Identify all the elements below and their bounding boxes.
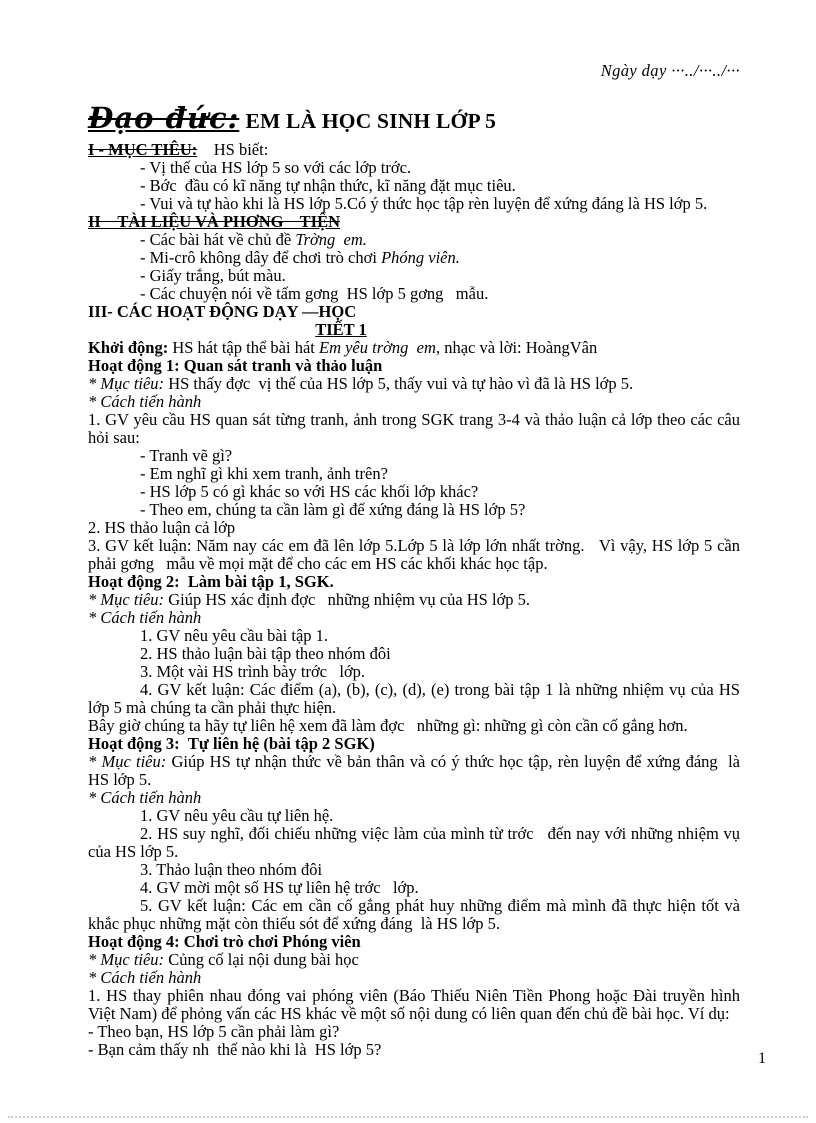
- text-run: * Mục tiêu:: [88, 590, 165, 609]
- tiet-heading: [88, 321, 740, 339]
- text-run: Phóng viên.: [381, 248, 460, 267]
- text-run: Củng cố lại nội dung bài học: [164, 950, 359, 969]
- cach-tien-hanh-line: [88, 789, 740, 807]
- text-run: 1. GV yêu cầu HS quan sát từng tranh, ảnh trong SGK trang 3-4 và thảo luận cả lớp theo các câu hỏi sau:: [88, 410, 740, 447]
- text-run: Hoạt động 3: Tự liên hệ (bài tập 2 SGK): [88, 734, 375, 753]
- activity-heading-1: [88, 357, 740, 375]
- text-run: 3. Thảo luận theo nhóm đôi: [140, 860, 323, 879]
- text-run: Em yêu trờng em: [318, 338, 436, 357]
- list-item: [88, 501, 740, 519]
- text-run: - Vị thế của HS lớp 5 so với các lớp trớc.: [140, 158, 412, 177]
- text-run: EM LÀ HỌC SINH LỚP 5: [245, 109, 497, 133]
- text-run: * Mục tiêu:: [88, 752, 167, 771]
- text-run: * Cách tiến hành: [88, 968, 202, 987]
- page-number: 1: [758, 1050, 766, 1067]
- text-run: 1. GV nêu yêu cầu tự liên hệ.: [140, 806, 334, 825]
- list-item: [88, 465, 740, 483]
- activity-heading-2: [88, 573, 740, 591]
- text-run: 2. HS thảo luận cả lớp: [88, 518, 236, 537]
- text-run: * Cách tiến hành: [88, 788, 202, 807]
- text-run: 2. HS thảo luận bài tập theo nhóm đôi: [140, 644, 391, 663]
- paragraph: [88, 987, 740, 1023]
- text-run: - Mi-crô không dây để chơi trò chơi: [140, 248, 382, 267]
- text-run: Giúp HS tự nhận thức về bản thân và có ý thức học tập, rèn luyện để xứng đáng là HS lớp 5.: [88, 752, 740, 789]
- paragraph: [88, 411, 740, 447]
- text-run: - Vui và tự hào khi là HS lớp 5.Có ý thức học tập rèn luyện để xứng đáng là HS lớp 5.: [140, 194, 708, 213]
- text-run: 2. HS suy nghĩ, đối chiếu những việc làm của mình từ trớc đến nay với những nhiệm vụ của HS lớp 5.: [88, 824, 740, 861]
- paragraph: [88, 537, 740, 573]
- text-run: Hoạt động 2: Làm bài tập 1, SGK.: [88, 572, 334, 591]
- text-run: - Bạn cảm thấy nh thế nào khi là HS lớp 5?: [88, 1040, 382, 1059]
- numbered-item: [88, 825, 740, 861]
- activity-heading-4: [88, 933, 740, 951]
- numbered-item: [88, 663, 740, 681]
- section-heading-hoat-dong: [88, 303, 740, 321]
- text-run: * Mục tiêu:: [88, 950, 165, 969]
- muc-tieu-line: [88, 591, 740, 609]
- text-run: * Cách tiến hành: [88, 392, 202, 411]
- list-item: [88, 249, 740, 267]
- text-run: - Các chuyện nói về tấm gơng HS lớp 5 gơng mẫu.: [140, 284, 489, 303]
- activity-heading-3: [88, 735, 740, 753]
- text-run: - Theo bạn, HS lớp 5 cần phải làm gì?: [88, 1022, 340, 1041]
- list-item: [88, 285, 740, 303]
- list-item: [88, 195, 740, 213]
- text-run: Đạo đức:: [88, 101, 240, 135]
- muc-tieu-line: [88, 753, 740, 789]
- question-item: [88, 1023, 740, 1041]
- page-bottom-divider: [8, 1116, 808, 1118]
- list-item: [88, 159, 740, 177]
- cach-tien-hanh-line: [88, 393, 740, 411]
- text-run: - Tranh vẽ gì?: [140, 446, 233, 465]
- lesson-title: [88, 103, 740, 138]
- list-item: [88, 177, 740, 195]
- list-item: [88, 447, 740, 465]
- text-run: - Bớc đầu có kĩ năng tự nhận thức, kĩ năng đặt mục tiêu.: [140, 176, 516, 195]
- text-run: , nhạc và lời: HoàngVân: [435, 338, 598, 357]
- text-run: I - MỤC TIÊU:: [88, 140, 198, 159]
- document-body: [88, 103, 740, 1059]
- numbered-item: [88, 897, 740, 933]
- text-run: Bây giờ chúng ta hãy tự liên hệ xem đã làm đợc những gì: những gì còn cần cố gắng hơn.: [88, 716, 688, 735]
- text-run: - HS lớp 5 có gì khác so với HS các khối lớp khác?: [140, 482, 479, 501]
- numbered-item: [88, 807, 740, 825]
- text-run: 4. GV mời một số HS tự liên hệ trớc lớp.: [140, 878, 419, 897]
- text-run: HS biết:: [197, 140, 269, 159]
- text-run: Khởi động:: [88, 338, 169, 357]
- text-run: III- CÁC HOẠT ĐỘNG DẠY —HỌC: [88, 302, 357, 321]
- text-run: HS thấy đợc vị thế của HS lớp 5, thấy vui và tự hào vì đã là HS lớp 5.: [164, 374, 634, 393]
- cach-tien-hanh-line: [88, 969, 740, 987]
- text-run: Giúp HS xác định đợc những nhiệm vụ của HS lớp 5.: [164, 590, 531, 609]
- paragraph: [88, 717, 740, 735]
- numbered-item: [88, 681, 740, 717]
- text-run: * Mục tiêu:: [88, 374, 165, 393]
- text-run: 5. GV kết luận: Các em cần cố gắng phát huy những điểm mà mình đã thực hiện tốt và khắc phục những mặt còn thiếu sót để xứng đáng là HS lớp 5.: [88, 896, 740, 933]
- paragraph: [88, 519, 740, 537]
- text-run: * Cách tiến hành: [88, 608, 202, 627]
- list-item: [88, 483, 740, 501]
- text-run: 4. GV kết luận: Các điểm (a), (b), (c), (d), (e) trong bài tập 1 là những nhiệm vụ của HS lớp 5 mà chúng ta cần phải thực hiện.: [88, 680, 740, 717]
- text-run: - Em nghĩ gì khi xem tranh, ảnh trên?: [140, 464, 388, 483]
- text-run: HS hát tập thể bài hát: [168, 338, 319, 357]
- list-item: [88, 267, 740, 285]
- text-run: 3. Một vài HS trình bày trớc lớp.: [140, 662, 366, 681]
- text-run: 1. GV nêu yêu cầu bài tập 1.: [140, 626, 329, 645]
- numbered-item: [88, 879, 740, 897]
- khoi-dong-line: [88, 339, 740, 357]
- muc-tieu-line: [88, 375, 740, 393]
- numbered-item: [88, 861, 740, 879]
- text-run: - Giấy trắng, bút màu.: [140, 266, 286, 285]
- text-run: Trờng em.: [295, 230, 367, 249]
- date-line: Ngày dạy ···../···../···: [600, 61, 740, 80]
- section-heading-muc-tieu: [88, 141, 740, 159]
- question-item: [88, 1041, 740, 1059]
- text-run: - Các bài hát về chủ đề: [140, 230, 296, 249]
- text-run: - Theo em, chúng ta cần làm gì để xứng đáng là HS lớp 5?: [140, 500, 526, 519]
- numbered-item: [88, 627, 740, 645]
- list-item: [88, 231, 740, 249]
- text-run: TIẾT 1: [315, 320, 367, 339]
- numbered-item: [88, 645, 740, 663]
- text-run: II TÀI LIỆU VÀ PHƠNG TIỆN: [88, 212, 340, 231]
- text-run: Hoạt động 4: Chơi trò chơi Phóng viên: [88, 932, 361, 951]
- section-heading-tai-lieu: [88, 213, 740, 231]
- muc-tieu-line: [88, 951, 740, 969]
- text-run: 1. HS thay phiên nhau đóng vai phóng viên (Báo Thiếu Niên Tiền Phong hoặc Đài truyền hình Việt Nam) để phỏng vấn các HS khác về một số nội dung có liên quan đến chủ đề bài học. Ví dụ:: [88, 986, 740, 1023]
- text-run: 3. GV kết luận: Năm nay các em đã lên lớp 5.Lớp 5 là lớp lớn nhất trờng. Vì vậy, HS lớp 5 cần phải gơng mẫu về mọi mặt để cho các em HS các khối khác học tập.: [88, 536, 740, 573]
- cach-tien-hanh-line: [88, 609, 740, 627]
- text-run: Hoạt động 1: Quan sát tranh và thảo luận: [88, 356, 383, 375]
